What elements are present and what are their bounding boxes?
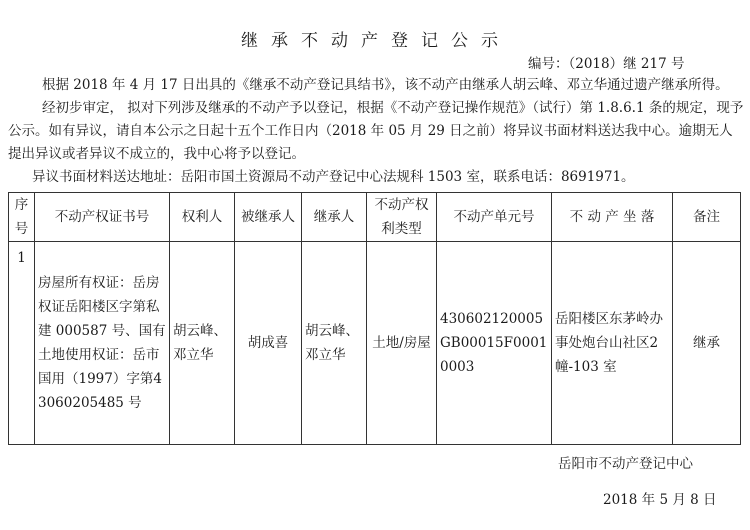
- header-remarks: 备注: [673, 193, 741, 242]
- issue-date: 2018 年 5 月 8 日: [603, 492, 717, 508]
- header-location: 不 动 产 坐 落: [552, 193, 673, 242]
- cell-certificate: 房屋所有权证：岳房权证岳阳楼区字第私建 000587 号、国有土地使用权证：岳市国用（1997）字第43060205485 号: [35, 242, 170, 445]
- paragraph-basis: 根据 2018 年 4 月 17 日出具的《继承不动产登记具结书》，该不动产由继承人胡云峰、邓立华通过遗产继承所得。: [42, 77, 729, 93]
- cell-owner: 胡云峰、邓立华: [170, 242, 235, 445]
- paragraph-address: 异议书面材料送达地址：岳阳市国土资源局不动产登记中心法规科 1503 室，联系电话：8691971。: [32, 169, 635, 185]
- header-unit-number: 不动产单元号: [437, 193, 552, 242]
- cell-right-type: 土地/房屋: [367, 242, 437, 445]
- property-table: [8, 192, 741, 445]
- cell-remarks: 继承: [673, 242, 741, 445]
- header-index: 序号: [9, 193, 35, 242]
- cell-index: 1: [9, 242, 35, 445]
- cell-heir: 胡云峰、邓立华: [302, 242, 367, 445]
- issuing-organization: 岳阳市不动产登记中心: [558, 456, 693, 472]
- header-owner: 权利人: [170, 193, 235, 242]
- table-row: [9, 242, 741, 445]
- cell-decedent: 胡成喜: [235, 242, 302, 445]
- cell-location: 岳阳楼区东茅岭办事处炮台山社区2幢-103 室: [552, 242, 673, 445]
- header-right-type: 不动产权利类型: [367, 193, 437, 242]
- document-title: 继承不动产登记公示: [241, 31, 511, 51]
- document-number: 编号：（2018）继 217 号: [528, 56, 685, 72]
- cell-unit-number: 430602120005GB00015F00010003: [437, 242, 552, 445]
- paragraph-notice: 经初步审定， 拟对下列涉及继承的不动产予以登记，根据《不动产登记操作规范》（试行）第 1.8.6.1 条的规定，现予公示。如有异议，请自本公示之日起十五个工作日内（2018 年 05 月 29 日之前）将异议书面材料送达我中心。逾期无人提出异议或者异议不成立的，我中心将予以登记。: [8, 100, 744, 162]
- header-decedent: 被继承人: [235, 193, 302, 242]
- header-certificate: 不动产权证书号: [35, 193, 170, 242]
- header-heir: 继承人: [302, 193, 367, 242]
- table-header-row: [9, 193, 741, 242]
